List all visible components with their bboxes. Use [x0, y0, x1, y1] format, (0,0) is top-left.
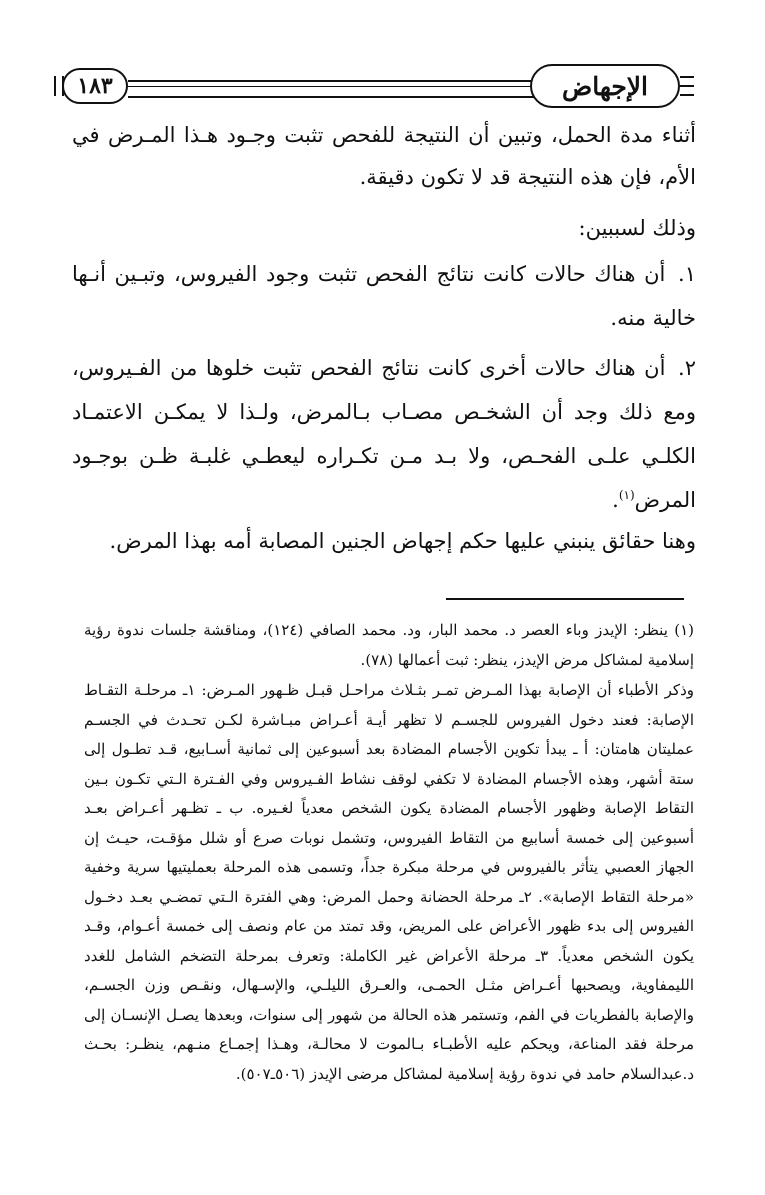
footnote-separator: [446, 598, 684, 600]
list-item-1: [72, 252, 696, 340]
header-ornament-lines: [128, 80, 534, 98]
paragraph-2: وذلك لسببين:: [578, 216, 696, 240]
list-item-text: أن هناك حالات أخرى كانت نتائج الفحص تثبت خلوها من الفـيروس، ومع ذلك وجد أن الشخـص مصـاب بـالمرض، ولـذا لا يمكـن الاعتمـاد الكلـي علـى الفحـص، ولا بـد مـن تكـراره ليعطـي غلبـة ظـن بوجـود المرض: [72, 356, 696, 512]
page-header: [62, 62, 694, 114]
chapter-title: الإجهاض: [530, 64, 680, 108]
list-item-number: ٢.: [678, 356, 696, 380]
footnote-2: وذكر الأطباء أن الإصابة بهذا المـرض تمـر بثـلاث مراحـل قبـل ظـهور المـرض: ١ـ مرحلـة التقـاط الإصابة: فعند دخول الفيروس للجسـم لا تظهر أيـة أعـراض مبـاشرة لكـن تحـدث في الجسـم عمليتان هامتان: أ ـ يبدأ تكوين الأجسام المضادة بعد أسبوعين إلى ثمانية أسـابيع، قـد تطـول إلى ستة أشهر، وهذه الأجسام المضادة لا تكفي لوقف نشاط الفـيروس وفي الفـترة الـتي تكـون بـين التقاط الإصابة وظهور الأجسام المضادة يكون الشخص معدياً لغـيره. ب ـ تظـهر أعـراض بعـد أسبوعين إلى خمسة أسابيع من التقاط الفيروس، وتشمل نوبات صرع أو شلل مؤقـت، حيـث إن الجهاز العصبي يتأثر بالفيروس في مرحلة مبكرة جداً، وتسمى هذه المرحلة بعمليتيها سرية وخفية «مرحلة التقاط الإصابة». ٢ـ مرحلة الحضانة وحمل المرض: وهي الفترة الـتي تمضـي بعـد دخـول الفيروس إلى بدء ظهور الأعراض على المريض، وقد تمتد من عام ونصف إلى خمسة أعـوام، وقـد يكون الشخص معدياً. ٣ـ مرحلة الأعراض غير الكاملة: وتعرف بمرحلة التضخم الشامل للغدد الليمفاوية، ويصحبها أعـراض مثـل الحمـى، والعـرق الليلـي، والإسـهال، ونقـص وزن الجسـم، والإصابة بالفطريات في الفم، وتستمر هذه الحالة من شهور إلى سنوات، وبعدها يصـل الإنسـان إلى مرحلة فقد المناعة، ويحكم عليه الأطبـاء بـالموت لا محالـة، وهـذا إجمـاع منـهم، ينظـر: بحـث د.عبدالسلام حامد في ندوة رؤية إسلامية لمشاكل مرضى الإيدز (٥٠٦ـ٥٠٧).: [84, 681, 694, 1083]
footnote-reference[interactable]: (١): [618, 488, 635, 502]
list-item-end: .: [612, 488, 619, 512]
list-item-2: [72, 346, 696, 522]
paragraph-3: وهنا حقائق ينبني عليها حكم إجهاض الجنين المصابة أمه بهذا المرض.: [109, 529, 696, 553]
header-ornament-end: [680, 76, 694, 96]
page-number: ١٨٣: [62, 68, 128, 104]
list-item-text: أن هناك حالات كانت نتائج الفحص تثبت وجود الفيروس، وتبـين أنـها خالية منه.: [72, 262, 696, 330]
list-item-number: ١.: [678, 262, 696, 286]
footnote-1: (١) ينظر: الإيدز وباء العصر د. محمد البار، ود. محمد الصافي (١٢٤)، ومناقشة جلسات ندوة رؤية إسلامية لمشاكل مرض الإيدز، ينظر: ثبت أعمالها (٧٨).: [84, 621, 694, 669]
paragraph-1: أثناء مدة الحمل، وتبين أن النتيجة للفحص تثبت وجـود هـذا المـرض في الأم، فإن هذه النتيجة قد لا تكون دقيقة.: [72, 123, 696, 189]
